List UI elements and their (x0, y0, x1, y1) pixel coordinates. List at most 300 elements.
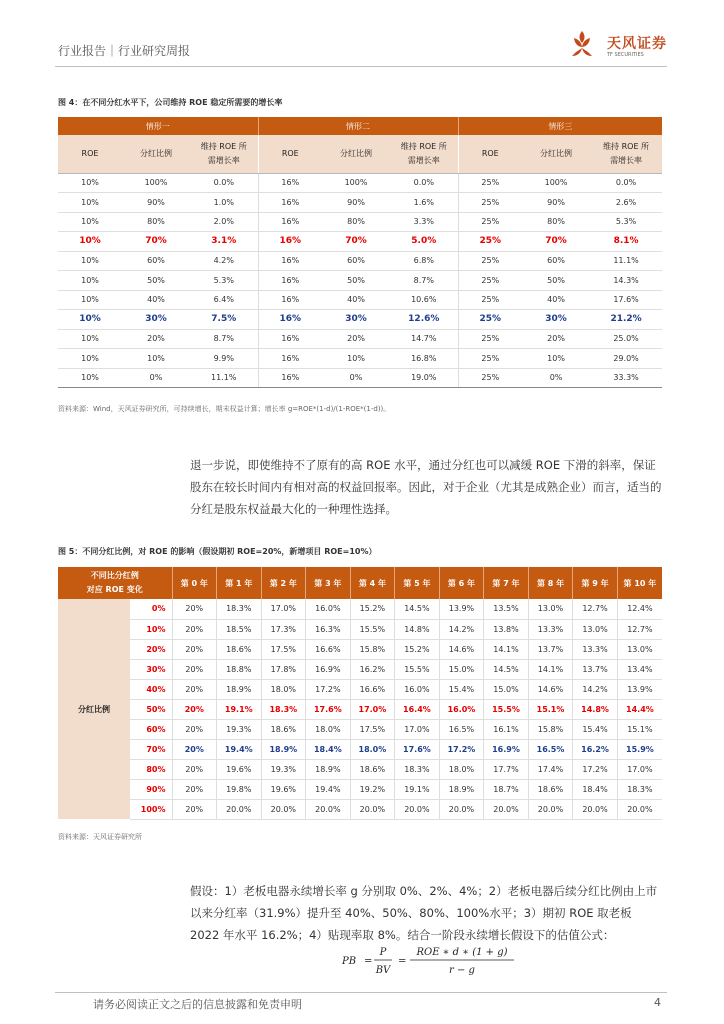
table-cell: 14.8% (573, 699, 618, 719)
table-cell: 4.2% (190, 251, 258, 271)
table-cell: 19.4% (306, 779, 351, 799)
table-cell: 18.9% (261, 739, 306, 759)
table-cell: 20.0% (573, 799, 618, 819)
logo-chinese-name: 天风证券 (607, 36, 667, 52)
payout-label: 20% (130, 639, 172, 659)
table-cell: 10% (58, 349, 122, 369)
table-cell: 10% (522, 349, 590, 369)
table-cell: 10% (58, 232, 122, 252)
year-header: 第 8 年 (528, 567, 573, 599)
table-row (58, 599, 662, 619)
table-cell: 29.0% (590, 349, 662, 369)
table-cell: 40% (322, 290, 390, 310)
table-cell: 11.1% (590, 251, 662, 271)
table-cell: 16.6% (350, 679, 395, 699)
figure-4-source: 资料来源：Wind，天风证券研究所，可持续增长，期末权益计算；增长率 g=ROE*(1-d)/(1-ROE*(1-d))。 (58, 405, 391, 413)
table-cell: 17.2% (439, 739, 484, 759)
figure-4-title: 图 4：在不同分红水平下，公司维持 ROE 稳定所需要的增长率 (58, 98, 283, 107)
table-cell: 17.0% (261, 599, 306, 619)
table-cell: 17.2% (573, 759, 618, 779)
table-cell: 15.0% (484, 679, 529, 699)
col-roe: ROE (458, 135, 522, 173)
table-cell: 14.2% (573, 679, 618, 699)
table-row (58, 619, 662, 639)
table-cell: 16.0% (306, 599, 351, 619)
year-header: 第 3 年 (306, 567, 351, 599)
table-cell: 70% (522, 232, 590, 252)
table-cell: 15.4% (439, 679, 484, 699)
formula-frac2-num: ROE ∗ d ∗ (1 + g) (416, 947, 508, 958)
table-cell: 17.2% (306, 679, 351, 699)
year-header: 第 1 年 (217, 567, 262, 599)
table-cell: 12.7% (617, 619, 662, 639)
table-cell: 20% (172, 659, 217, 679)
table-cell: 17.8% (261, 659, 306, 679)
table-cell: 0.0% (590, 173, 662, 193)
table-cell: 14.1% (528, 659, 573, 679)
payout-label: 90% (130, 779, 172, 799)
table-cell: 13.8% (484, 619, 529, 639)
table-cell: 16.1% (484, 719, 529, 739)
table-cell: 3.3% (390, 212, 458, 232)
table-cell: 25% (458, 251, 522, 271)
col-growth: 维持 ROE 所 需增长率 (590, 135, 662, 173)
table-cell: 17.0% (395, 719, 440, 739)
year-header: 第 10 年 (617, 567, 662, 599)
table-row (58, 251, 662, 271)
body-paragraph-1: 退一步说，即使维持不了原有的高 ROE 水平，通过分红也可以减缓 ROE 下滑的斜率，保证股东在较长时间内有相对高的权益回报率。因此，对于企业（尤其是成熟企业）而言，适当的分红是股东权益最大化的一种理性选择。 (190, 458, 662, 516)
table-row (58, 349, 662, 369)
table-cell: 0% (122, 368, 190, 388)
table-cell: 5.0% (390, 232, 458, 252)
header-divider (55, 66, 667, 67)
table-cell: 9.9% (190, 349, 258, 369)
table-cell: 10% (58, 251, 122, 271)
table-cell: 16.5% (528, 739, 573, 759)
table-cell: 40% (522, 290, 590, 310)
year-header: 第 4 年 (350, 567, 395, 599)
table-cell: 10% (58, 368, 122, 388)
table-cell: 0% (522, 368, 590, 388)
table-cell: 20.0% (617, 799, 662, 819)
table-cell: 16% (258, 290, 322, 310)
row-group-label: 分红比例 (58, 599, 130, 819)
table-cell: 19.6% (261, 779, 306, 799)
table-cell: 60% (522, 251, 590, 271)
table-cell: 18.7% (484, 779, 529, 799)
payout-label: 50% (130, 699, 172, 719)
table-cell: 70% (322, 232, 390, 252)
table-cell: 8.7% (190, 329, 258, 349)
table-cell: 16% (258, 310, 322, 330)
col-growth: 维持 ROE 所 需增长率 (190, 135, 258, 173)
table-cell: 90% (122, 193, 190, 213)
table-cell: 16.9% (306, 659, 351, 679)
table-cell: 15.0% (439, 659, 484, 679)
payout-label: 80% (130, 759, 172, 779)
table-cell: 15.2% (395, 639, 440, 659)
payout-label: 30% (130, 659, 172, 679)
table-cell: 0.0% (190, 173, 258, 193)
payout-label: 60% (130, 719, 172, 739)
table-cell: 19.1% (395, 779, 440, 799)
table-row (58, 659, 662, 679)
table-cell: 11.1% (190, 368, 258, 388)
table-cell: 25% (458, 173, 522, 193)
table-row (58, 193, 662, 213)
table-cell: 13.9% (439, 599, 484, 619)
table-row (58, 310, 662, 330)
table-cell: 17.5% (261, 639, 306, 659)
scenario-3-header: 情形三 (458, 117, 662, 135)
table-row (58, 759, 662, 779)
table-cell: 15.2% (350, 599, 395, 619)
year-header: 第 6 年 (439, 567, 484, 599)
table-cell: 18.0% (306, 719, 351, 739)
table-cell: 20% (322, 329, 390, 349)
table-cell: 15.4% (573, 719, 618, 739)
table-cell: 17.6% (395, 739, 440, 759)
table-cell: 25% (458, 232, 522, 252)
year-header: 第 5 年 (395, 567, 440, 599)
formula-frac1-num: P (379, 947, 387, 958)
table-cell: 16.0% (395, 679, 440, 699)
table-cell: 2.0% (190, 212, 258, 232)
scenario-2-header: 情形二 (258, 117, 458, 135)
column-header-row (58, 135, 662, 173)
table-cell: 20% (172, 679, 217, 699)
table-cell: 60% (322, 251, 390, 271)
figure-5-source: 资料来源：天风证券研究所 (58, 833, 142, 841)
table-cell: 8.1% (590, 232, 662, 252)
table-cell: 10.6% (390, 290, 458, 310)
table-cell: 3.1% (190, 232, 258, 252)
col-payout: 分红比例 (322, 135, 390, 173)
table-cell: 20% (172, 719, 217, 739)
table-cell: 13.4% (617, 659, 662, 679)
table-cell: 14.7% (390, 329, 458, 349)
table-cell: 10% (58, 310, 122, 330)
table-row (58, 290, 662, 310)
table-cell: 10% (58, 329, 122, 349)
table-cell: 14.2% (439, 619, 484, 639)
table-cell: 20% (122, 329, 190, 349)
table-cell: 17.7% (484, 759, 529, 779)
table-cell: 18.3% (217, 599, 262, 619)
table-cell: 19.6% (217, 759, 262, 779)
table-cell: 25% (458, 329, 522, 349)
table-cell: 1.6% (390, 193, 458, 213)
table-cell: 50% (522, 271, 590, 291)
table-cell: 13.0% (617, 639, 662, 659)
table-cell: 18.3% (261, 699, 306, 719)
col-roe: ROE (258, 135, 322, 173)
table-cell: 19.1% (217, 699, 262, 719)
table-cell: 25% (458, 212, 522, 232)
table-cell: 20.0% (528, 799, 573, 819)
table-cell: 16% (258, 349, 322, 369)
year-header: 第 9 年 (573, 567, 618, 599)
table-cell: 40% (122, 290, 190, 310)
table-cell: 16% (258, 368, 322, 388)
table-cell: 80% (522, 212, 590, 232)
table-row (58, 719, 662, 739)
table-cell: 10% (58, 173, 122, 193)
table-cell: 18.8% (217, 659, 262, 679)
table-cell: 16.3% (306, 619, 351, 639)
table-cell: 10% (58, 290, 122, 310)
table-cell: 16.2% (573, 739, 618, 759)
table-row (58, 739, 662, 759)
table-cell: 1.0% (190, 193, 258, 213)
table-row (58, 799, 662, 819)
formula-frac1-den: BV (375, 965, 391, 976)
table-cell: 20% (172, 619, 217, 639)
table-cell: 16.9% (484, 739, 529, 759)
table-cell: 25% (458, 368, 522, 388)
table-cell: 18.4% (306, 739, 351, 759)
table-cell: 25.0% (590, 329, 662, 349)
svg-text:=: = (398, 956, 407, 967)
page-number: 4 (654, 996, 661, 1009)
formula-lhs: PB (342, 956, 357, 967)
formula-frac2-den: r − g (449, 965, 475, 976)
table-cell: 20% (172, 799, 217, 819)
svg-text:=: = (364, 956, 373, 967)
table-cell: 17.5% (350, 719, 395, 739)
table-cell: 13.0% (528, 599, 573, 619)
table-cell: 20.0% (261, 799, 306, 819)
table-cell: 12.6% (390, 310, 458, 330)
table-cell: 16% (258, 251, 322, 271)
table-cell: 10% (58, 193, 122, 213)
table-row (58, 173, 662, 193)
table-cell: 20% (172, 699, 217, 719)
report-header: 行业报告｜行业研究周报 (58, 44, 191, 58)
table-cell: 13.5% (484, 599, 529, 619)
table-cell: 14.1% (484, 639, 529, 659)
table-cell: 20.0% (306, 799, 351, 819)
table-cell: 18.0% (439, 759, 484, 779)
table-cell: 6.4% (190, 290, 258, 310)
table-cell: 13.3% (528, 619, 573, 639)
table-cell: 16.2% (350, 659, 395, 679)
footer-divider (55, 992, 667, 993)
table-cell: 14.4% (617, 699, 662, 719)
table-cell: 18.5% (217, 619, 262, 639)
table-cell: 19.3% (217, 719, 262, 739)
table-cell: 16% (258, 329, 322, 349)
table-cell: 15.5% (350, 619, 395, 639)
table-cell: 14.6% (439, 639, 484, 659)
table-cell: 18.9% (217, 679, 262, 699)
table-cell: 20% (172, 759, 217, 779)
table-cell: 70% (122, 232, 190, 252)
table-cell: 25% (458, 290, 522, 310)
table-cell: 16% (258, 271, 322, 291)
table-cell: 17.0% (350, 699, 395, 719)
table-cell: 90% (322, 193, 390, 213)
table-cell: 18.3% (617, 779, 662, 799)
table-cell: 18.0% (261, 679, 306, 699)
table-cell: 18.6% (350, 759, 395, 779)
table-row (58, 639, 662, 659)
payout-label: 100% (130, 799, 172, 819)
table-cell: 6.8% (390, 251, 458, 271)
table-cell: 19.4% (217, 739, 262, 759)
table-cell: 19.0% (390, 368, 458, 388)
table-row (58, 329, 662, 349)
table-cell: 25% (458, 271, 522, 291)
table-cell: 13.7% (573, 659, 618, 679)
table-cell: 18.9% (306, 759, 351, 779)
table-cell: 20% (172, 739, 217, 759)
table-cell: 16% (258, 212, 322, 232)
table-cell: 30% (522, 310, 590, 330)
table-cell: 20% (172, 599, 217, 619)
table-cell: 19.3% (261, 759, 306, 779)
table-cell: 15.8% (528, 719, 573, 739)
table-cell: 16.4% (395, 699, 440, 719)
table-cell: 50% (322, 271, 390, 291)
year-header: 第 7 年 (484, 567, 529, 599)
table-row (58, 699, 662, 719)
table-row (58, 679, 662, 699)
col-payout: 分红比例 (522, 135, 590, 173)
table-cell: 13.0% (573, 619, 618, 639)
table-cell: 15.8% (350, 639, 395, 659)
table-cell: 80% (322, 212, 390, 232)
table-cell: 17.6% (306, 699, 351, 719)
table-cell: 21.2% (590, 310, 662, 330)
table-cell: 8.7% (390, 271, 458, 291)
table-cell: 25% (458, 349, 522, 369)
table-cell: 7.5% (190, 310, 258, 330)
table-cell: 20% (172, 779, 217, 799)
table-cell: 18.3% (395, 759, 440, 779)
table-cell: 17.3% (261, 619, 306, 639)
footer-disclaimer: 请务必阅读正文之后的信息披露和免责申明 (93, 998, 302, 1011)
table-cell: 2.6% (590, 193, 662, 213)
year-header: 第 2 年 (261, 567, 306, 599)
payout-label: 70% (130, 739, 172, 759)
table-cell: 5.3% (190, 271, 258, 291)
table-cell: 16.0% (439, 699, 484, 719)
table-cell: 12.7% (573, 599, 618, 619)
table-cell: 16.6% (306, 639, 351, 659)
table-cell: 90% (522, 193, 590, 213)
table-cell: 10% (58, 271, 122, 291)
payout-label: 10% (130, 619, 172, 639)
table-cell: 19.2% (350, 779, 395, 799)
table-row (58, 271, 662, 291)
table-cell: 14.3% (590, 271, 662, 291)
valuation-formula (340, 942, 520, 978)
col-payout: 分红比例 (122, 135, 190, 173)
table-row (58, 212, 662, 232)
table-cell: 25% (458, 193, 522, 213)
table-cell: 13.3% (573, 639, 618, 659)
table-cell: 15.1% (617, 719, 662, 739)
logo-english-name: TF SECURITIES (607, 52, 644, 58)
payout-label: 40% (130, 679, 172, 699)
col-roe: ROE (58, 135, 122, 173)
table-cell: 18.4% (573, 779, 618, 799)
scenario-1-header: 情形一 (58, 117, 258, 135)
table-cell: 20.0% (350, 799, 395, 819)
table-cell: 13.7% (528, 639, 573, 659)
table-cell: 14.6% (528, 679, 573, 699)
year-header-row (58, 567, 662, 599)
table-cell: 30% (322, 310, 390, 330)
table-cell: 15.5% (395, 659, 440, 679)
table-cell: 20.0% (217, 799, 262, 819)
table-cell: 18.0% (350, 739, 395, 759)
table-cell: 5.3% (590, 212, 662, 232)
table-cell: 18.9% (439, 779, 484, 799)
table-cell: 16.5% (439, 719, 484, 739)
roe-impact-table (58, 567, 662, 820)
table-cell: 20% (172, 639, 217, 659)
table-row (58, 368, 662, 388)
table-cell: 16% (258, 232, 322, 252)
table-cell: 20.0% (439, 799, 484, 819)
table-cell: 12.4% (617, 599, 662, 619)
table-cell: 20.0% (484, 799, 529, 819)
table-cell: 10% (322, 349, 390, 369)
table-cell: 0% (322, 368, 390, 388)
table-cell: 15.9% (617, 739, 662, 759)
table-cell: 10% (122, 349, 190, 369)
table-row (58, 779, 662, 799)
table-cell: 60% (122, 251, 190, 271)
table-cell: 14.5% (395, 599, 440, 619)
table-cell: 100% (522, 173, 590, 193)
table-cell: 15.5% (484, 699, 529, 719)
table-cell: 18.6% (528, 779, 573, 799)
table-cell: 100% (122, 173, 190, 193)
table-cell: 18.6% (217, 639, 262, 659)
body-paragraph-2: 假设：1）老板电器永续增长率 g 分别取 0%、2%、4%；2）老板电器后续分红比例由上市以来分红率（31.9%）提升至 40%、50%、80%、100%水平；3）期初 ROE 取老板 2022 年水平 16.2%；4）贴现率取 8%。结合一阶段永续增长假设下的估值公式： (190, 884, 658, 942)
table-cell: 0.0% (390, 173, 458, 193)
table-cell: 16% (258, 193, 322, 213)
year-header: 第 0 年 (172, 567, 217, 599)
table-cell: 14.5% (484, 659, 529, 679)
table-cell: 16.8% (390, 349, 458, 369)
table-cell: 20.0% (395, 799, 440, 819)
table-cell: 17.6% (590, 290, 662, 310)
table-cell: 13.9% (617, 679, 662, 699)
table-cell: 20% (522, 329, 590, 349)
scenario-header-row (58, 117, 662, 135)
table-row (58, 232, 662, 252)
table-cell: 17.4% (528, 759, 573, 779)
payout-label: 0% (130, 599, 172, 619)
growth-rate-table (58, 117, 662, 388)
col-growth: 维持 ROE 所 需增长率 (390, 135, 458, 173)
table-cell: 30% (122, 310, 190, 330)
table-cell: 17.0% (617, 759, 662, 779)
table-cell: 15.1% (528, 699, 573, 719)
table-cell: 50% (122, 271, 190, 291)
table-cell: 25% (458, 310, 522, 330)
table-cell: 18.6% (261, 719, 306, 739)
table-cell: 100% (322, 173, 390, 193)
table-corner-header: 不同比分红例 对应 ROE 变化 (58, 567, 172, 599)
figure-5-title: 图 5：不同分红比例，对 ROE 的影响（假设期初 ROE=20%，新增项目 ROE=10%） (58, 547, 377, 556)
table-cell: 14.8% (395, 619, 440, 639)
table-cell: 19.8% (217, 779, 262, 799)
